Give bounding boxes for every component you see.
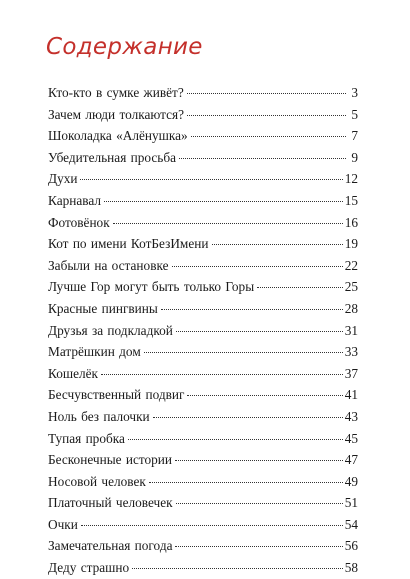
toc-entry-page: 19	[344, 236, 358, 252]
toc-entry-title: Шоколадка «Алёнушка»	[48, 128, 188, 144]
toc-entry	[48, 363, 358, 385]
toc-entry-title: Кот по имени КотБезИмени	[48, 236, 209, 252]
toc-entry-title: Зачем люди толкаются?	[48, 106, 185, 122]
toc-entry	[48, 82, 358, 104]
toc-entry-page: 16	[344, 214, 358, 230]
toc-entry	[48, 276, 358, 298]
dot-leader	[101, 374, 343, 375]
toc-entry-page: 25	[344, 279, 358, 295]
toc-entry	[48, 492, 358, 514]
toc-entry-title: Кто-кто в сумке живёт?	[48, 85, 184, 100]
toc-list	[48, 82, 358, 579]
toc-entry	[48, 104, 358, 126]
toc-entry-page: 33	[344, 344, 358, 360]
toc-entry	[48, 428, 358, 450]
toc-entry	[48, 212, 358, 234]
toc-entry-page: 54	[344, 516, 358, 532]
toc-entry	[48, 557, 358, 579]
toc-heading: Содержание	[46, 34, 203, 60]
toc-entry-title: Друзья за подкладкой	[48, 322, 173, 338]
dot-leader	[175, 460, 343, 461]
toc-entry-page: 43	[344, 408, 358, 424]
toc-entry	[48, 298, 358, 320]
dot-leader	[161, 309, 343, 310]
toc-entry-page: 56	[344, 538, 358, 554]
toc-entry-page: 3	[351, 85, 358, 100]
dot-leader	[132, 568, 343, 569]
toc-entry-title: Платочный человечек	[48, 495, 173, 511]
dot-leader	[80, 179, 342, 180]
dot-leader	[144, 352, 343, 353]
toc-entry	[48, 255, 358, 277]
toc-entry-title: Бесконечные истории	[48, 452, 173, 468]
toc-entry	[48, 233, 358, 255]
toc-entry-title: Фотовёнок	[48, 214, 110, 230]
dot-leader	[113, 223, 343, 224]
toc-entry-title: Очки	[48, 516, 78, 532]
dot-leader	[212, 244, 343, 245]
toc-entry-page: 22	[344, 257, 358, 273]
toc-entry	[48, 147, 358, 169]
toc-entry-page: 58	[344, 560, 358, 576]
toc-entry	[48, 471, 358, 493]
dot-leader	[191, 136, 346, 137]
dot-leader	[176, 503, 343, 504]
dot-leader	[257, 287, 343, 288]
toc-entry-title: Тупая пробка	[48, 430, 125, 446]
dot-leader	[104, 201, 343, 202]
dot-leader	[187, 93, 346, 94]
toc-entry-title: Кошелёк	[48, 365, 98, 381]
toc-entry-page: 47	[344, 452, 358, 468]
toc-entry-page: 45	[344, 430, 358, 446]
toc-entry-page: 41	[344, 387, 358, 403]
toc-entry-page: 15	[344, 192, 358, 208]
toc-entry-title: Матрёшкин дом	[48, 344, 141, 360]
toc-entry-page: 12	[344, 171, 358, 187]
dot-leader	[81, 525, 343, 526]
toc-entry-title: Убедительная просьба	[48, 149, 177, 165]
dot-leader	[149, 482, 343, 483]
toc-entry-title: Забыли на остановке	[48, 257, 169, 273]
toc-entry-page: 28	[344, 300, 358, 316]
toc-entry	[48, 125, 358, 147]
toc-entry-title: Замечательная погода	[48, 538, 173, 554]
dot-leader	[179, 158, 346, 159]
toc-entry	[48, 168, 358, 190]
dot-leader	[187, 395, 342, 396]
toc-entry-title: Бесчувственный подвиг	[48, 387, 185, 403]
dot-leader	[172, 266, 343, 267]
toc-entry-title: Деду страшно	[48, 560, 130, 576]
toc-entry	[48, 341, 358, 363]
toc-entry-title: Ноль без палочки	[48, 408, 150, 424]
dot-leader	[153, 417, 343, 418]
toc-entry-title: Лучше Гор могут быть только Горы	[48, 279, 255, 295]
toc-entry-page: 37	[344, 365, 358, 381]
toc-entry	[48, 449, 358, 471]
dot-leader	[128, 439, 343, 440]
toc-entry-page: 49	[344, 473, 358, 489]
toc-entry	[48, 320, 358, 342]
toc-entry	[48, 514, 358, 536]
toc-entry-page: 31	[344, 322, 358, 338]
toc-entry-title: Красные пингвины	[48, 300, 158, 316]
toc-entry	[48, 384, 358, 406]
toc-entry	[48, 535, 358, 557]
toc-entry	[48, 190, 358, 212]
toc-entry-page: 9	[351, 149, 358, 165]
toc-entry-title: Носовой человек	[48, 473, 146, 489]
toc-entry-page: 7	[351, 128, 358, 144]
toc-entry-page: 5	[351, 106, 358, 122]
toc-entry-title: Духи	[48, 171, 78, 187]
toc-entry-title: Карнавал	[48, 192, 102, 208]
dot-leader	[175, 546, 342, 547]
toc-entry-page: 51	[344, 495, 358, 511]
dot-leader	[176, 331, 343, 332]
dot-leader	[187, 115, 346, 116]
toc-entry	[48, 406, 358, 428]
